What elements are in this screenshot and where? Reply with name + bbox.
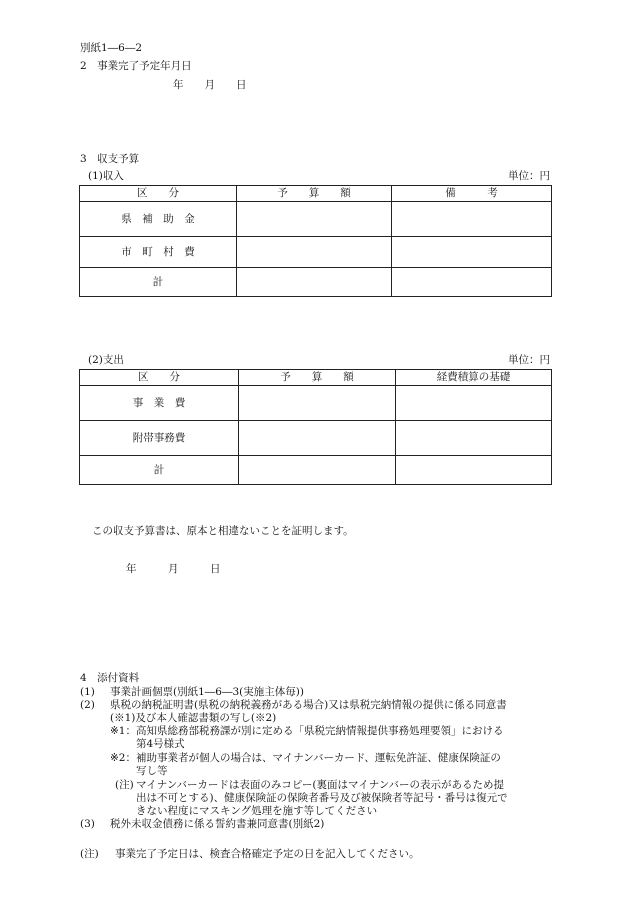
basis-cell (396, 421, 552, 456)
remarks-cell (392, 268, 552, 297)
table-row (80, 456, 552, 485)
amount-cell (239, 456, 396, 485)
attachment-text-cont: (※1)及び本人確認書類の写し(※2) (110, 712, 277, 724)
row-label: 県 補 助 金 (80, 202, 237, 237)
certification-text: この収支予算書は、原本と相違ないことを証明します。 (92, 525, 354, 537)
attachment-text: 県税の納税証明書(県税の納税義務がある場合)又は県税完納情報の提供に係る同意書 (110, 699, 507, 711)
header-category: 区 分 (80, 186, 237, 202)
row-label: 附帯事務費 (80, 421, 239, 456)
income-unit: 単位：円 (508, 170, 550, 182)
attachment-note-number: ※1： (110, 725, 136, 737)
section-3-title: 3 収支予算 (80, 153, 140, 165)
footer-note-label: (注) (80, 848, 99, 860)
header-budget-amount: 予 算 額 (237, 186, 392, 202)
attachment-caution-text: マイナンバーカードは表面のみコピー(裏面はマイナンバーの表示があるため提 (136, 779, 505, 791)
expense-caption: (2)支出 (88, 354, 124, 366)
expense-header-row (80, 370, 552, 386)
table-row (80, 237, 552, 268)
attachment-caution-label: (注) (115, 779, 134, 791)
expense-table (79, 369, 552, 485)
header-remarks: 備 考 (392, 186, 552, 202)
row-label: 計 (80, 456, 239, 485)
expense-unit: 単位：円 (508, 354, 550, 366)
basis-cell (396, 386, 552, 421)
certification-date-line: 年 月 日 (126, 563, 221, 575)
footer-note-text: 事業完了予定日は、検査合格確定予定の日を記入してください。 (115, 848, 420, 860)
completion-date-line: 年 月 日 (173, 79, 247, 91)
attachment-note-cont: 第4号様式 (136, 738, 185, 750)
amount-cell (237, 202, 392, 237)
section-2-title: 2 事業完了予定年月日 (80, 60, 192, 72)
header-budget-amount: 予 算 額 (239, 370, 396, 386)
row-label: 計 (80, 268, 237, 297)
income-header-row (80, 186, 552, 202)
table-row (80, 268, 552, 297)
row-label: 市 町 村 費 (80, 237, 237, 268)
amount-cell (237, 237, 392, 268)
attachment-number: (1) (80, 686, 95, 698)
header-category: 区 分 (80, 370, 239, 386)
attachment-caution-cont: きない程度にマスキング処理を施す等してください (136, 805, 378, 817)
attachment-number: (3) (80, 818, 95, 830)
attachment-number: (2) (80, 699, 95, 711)
income-table (79, 185, 552, 297)
table-row (80, 421, 552, 456)
attachment-note-number: ※2： (110, 752, 136, 764)
attachment-text: 事業計画個票(別紙1―6―3(実施主体毎)) (110, 686, 304, 698)
table-row (80, 386, 552, 421)
remarks-cell (392, 202, 552, 237)
attachment-note-text: 補助事業者が個人の場合は、マイナンバーカード、運転免許証、健康保険証の (136, 752, 501, 764)
row-label: 事 業 費 (80, 386, 239, 421)
basis-cell (396, 456, 552, 485)
remarks-cell (392, 237, 552, 268)
section-4-title: 4 添付資料 (80, 672, 140, 684)
income-caption: (1)収入 (88, 170, 124, 182)
amount-cell (239, 421, 396, 456)
table-row (80, 202, 552, 237)
header-cost-basis: 経費積算の基礎 (396, 370, 552, 386)
document-reference: 別紙1―6―2 (80, 42, 143, 54)
amount-cell (237, 268, 392, 297)
attachment-note-cont: 写し等 (136, 765, 168, 777)
attachment-note-text: 高知県総務部税務課が別に定める「県税完納情報提供事務処理要領」における (136, 725, 504, 737)
attachment-text: 税外未収金債務に係る誓約書兼同意書(別紙2) (110, 818, 325, 830)
amount-cell (239, 386, 396, 421)
attachment-caution-cont: 出は不可とする)、健康保険証の保険者番号及び被保険者等記号・番号は復元で (136, 792, 508, 804)
